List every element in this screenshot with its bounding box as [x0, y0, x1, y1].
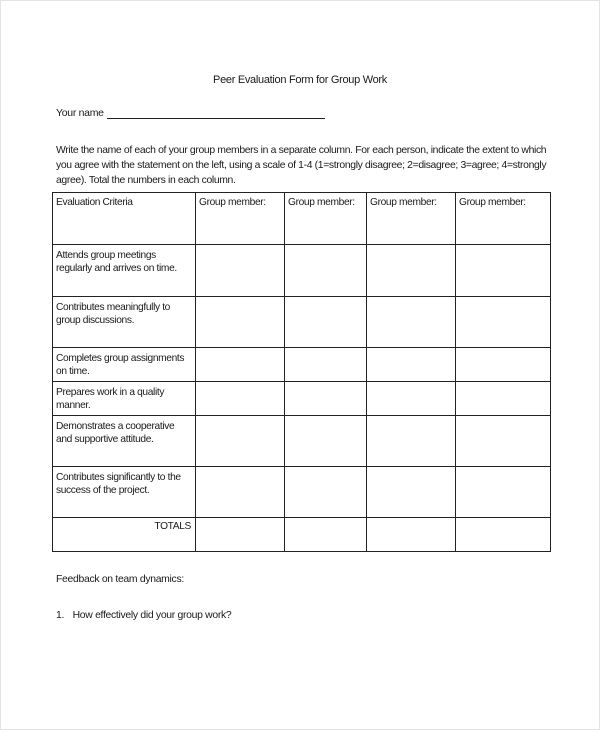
- score-cell[interactable]: [196, 245, 285, 297]
- score-cell[interactable]: [456, 467, 551, 518]
- table-row: [53, 416, 551, 467]
- criterion-cell: Attends group meetings regularly and arrives on time.: [53, 245, 196, 297]
- score-cell[interactable]: [456, 348, 551, 382]
- score-cell[interactable]: [367, 297, 456, 348]
- name-input-line[interactable]: [107, 107, 325, 119]
- form-title: Peer Evaluation Form for Group Work: [213, 74, 387, 86]
- criterion-cell: Completes group assignments on time.: [53, 348, 196, 382]
- total-cell[interactable]: [456, 518, 551, 552]
- score-cell[interactable]: [456, 297, 551, 348]
- name-label: Your name: [56, 107, 104, 119]
- score-cell[interactable]: [285, 297, 367, 348]
- totals-label: TOTALS: [53, 518, 196, 552]
- score-cell[interactable]: [367, 416, 456, 467]
- score-cell[interactable]: [367, 245, 456, 297]
- table-row: [53, 297, 551, 348]
- question-number: 1.: [56, 610, 65, 621]
- score-cell[interactable]: [285, 416, 367, 467]
- table-row: [53, 467, 551, 518]
- feedback-question: [56, 610, 231, 621]
- score-cell[interactable]: [196, 467, 285, 518]
- score-cell[interactable]: [367, 348, 456, 382]
- member-header-2[interactable]: Group member:: [285, 193, 367, 245]
- score-cell[interactable]: [196, 297, 285, 348]
- instructions-paragraph: Write the name of each of your group members in a separate column. For each person, indicate the extent to which you agree with the statement on the left, using a scale of 1-4 (1=strongly disagree; 2=disagree; 3=agree; 4=strongly agree). Total the numbers in each column.: [56, 145, 547, 186]
- feedback-heading: Feedback on team dynamics:: [56, 574, 184, 585]
- score-cell[interactable]: [456, 245, 551, 297]
- score-cell[interactable]: [367, 467, 456, 518]
- table-row: [53, 245, 551, 297]
- score-cell[interactable]: [196, 382, 285, 416]
- total-cell[interactable]: [196, 518, 285, 552]
- score-cell[interactable]: [456, 382, 551, 416]
- total-cell[interactable]: [285, 518, 367, 552]
- evaluation-table: [52, 192, 551, 552]
- score-cell[interactable]: [285, 245, 367, 297]
- name-row: [56, 107, 325, 119]
- criterion-cell: Demonstrates a cooperative and supportive attitude.: [53, 416, 196, 467]
- criterion-cell: Prepares work in a quality manner.: [53, 382, 196, 416]
- score-cell[interactable]: [285, 467, 367, 518]
- score-cell[interactable]: [196, 348, 285, 382]
- score-cell[interactable]: [196, 416, 285, 467]
- table-header-row: [53, 193, 551, 245]
- totals-row: [53, 518, 551, 552]
- score-cell[interactable]: [367, 382, 456, 416]
- criterion-cell: Contributes significantly to the success of the project.: [53, 467, 196, 518]
- score-cell[interactable]: [456, 416, 551, 467]
- table-row: [53, 348, 551, 382]
- question-text: How effectively did your group work?: [72, 610, 232, 621]
- member-header-3[interactable]: Group member:: [367, 193, 456, 245]
- criterion-cell: Contributes meaningfully to group discussions.: [53, 297, 196, 348]
- total-cell[interactable]: [367, 518, 456, 552]
- member-header-4[interactable]: Group member:: [456, 193, 551, 245]
- table-row: [53, 382, 551, 416]
- criteria-header: Evaluation Criteria: [53, 193, 196, 245]
- score-cell[interactable]: [285, 382, 367, 416]
- member-header-1[interactable]: Group member:: [196, 193, 285, 245]
- score-cell[interactable]: [285, 348, 367, 382]
